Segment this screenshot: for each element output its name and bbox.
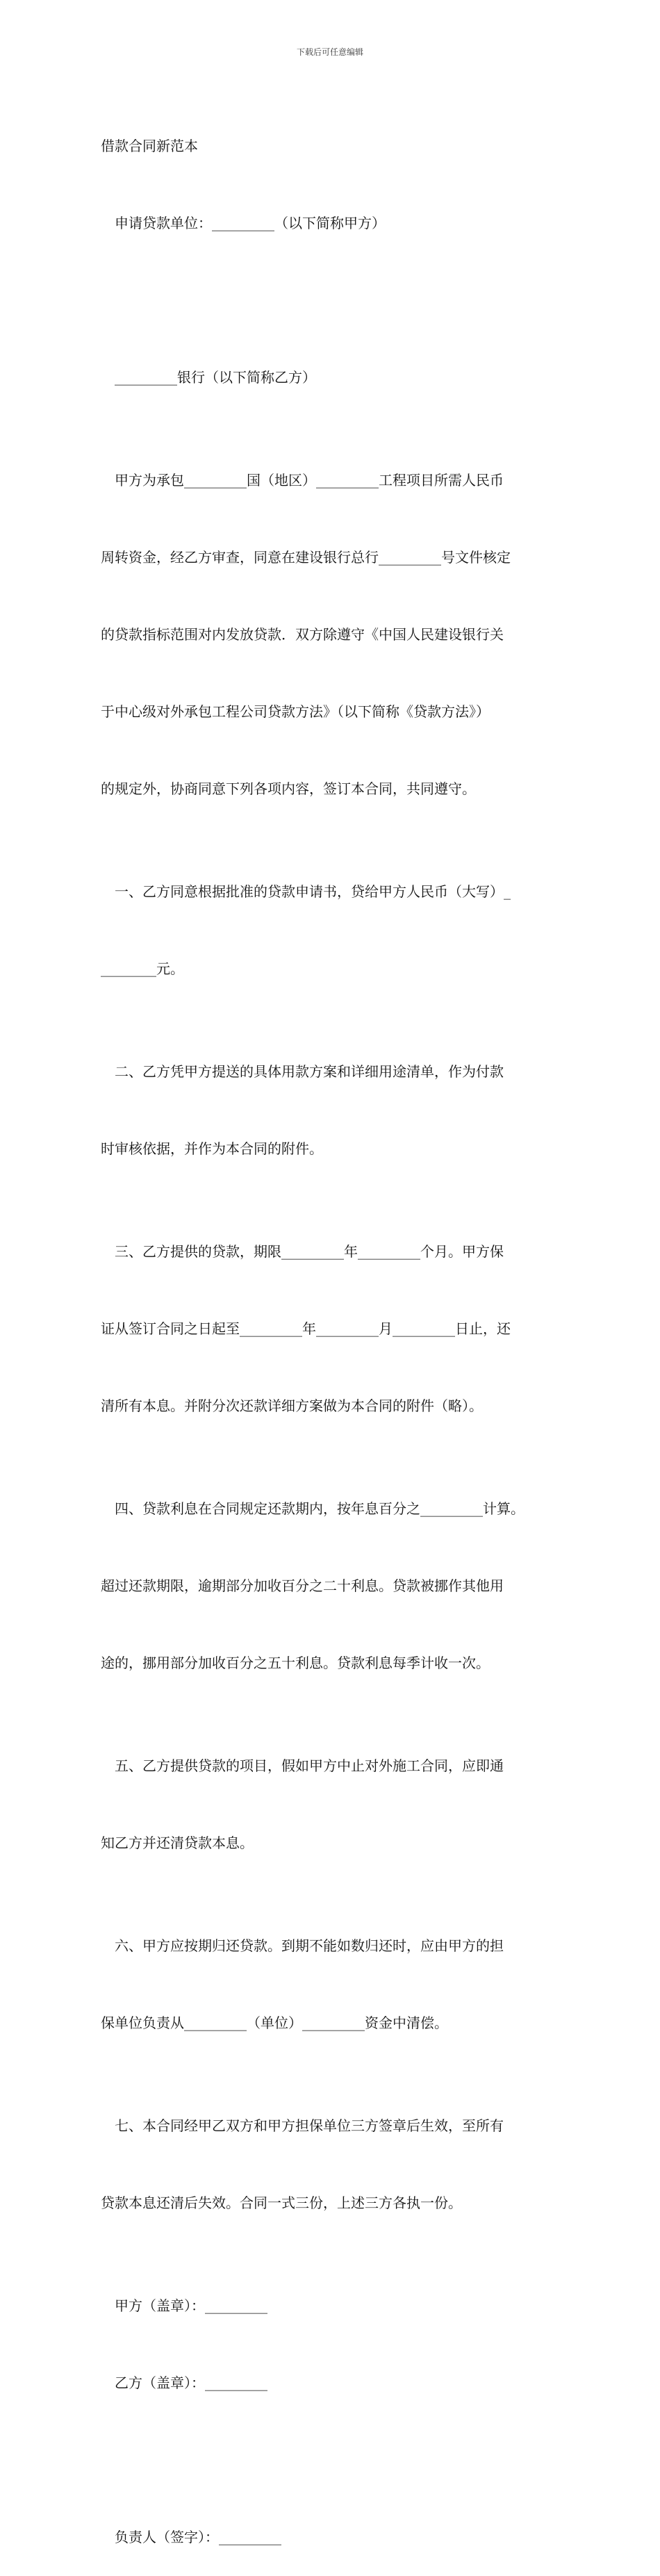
clause-3-line: 证从签订合同之日起至_________年_________月_________日止，还 [101, 1320, 511, 1337]
contract-body [101, 82, 563, 2576]
clause-1-line: 一、乙方同意根据批准的贷款申请书，贷给甲方人民币（大写）_ [115, 883, 511, 900]
clause-4-line: 四、贷款利息在合同规定还款期内，按年息百分之_________计算。 [115, 1500, 525, 1517]
signature-party-a: 甲方（盖章）：_________ [115, 2297, 267, 2314]
clause-7-line: 七、本合同经甲乙双方和甲方担保单位三方签章后生效，至所有 [115, 2117, 504, 2134]
clause-5-line: 知乙方并还清贷款本息。 [101, 1835, 254, 1851]
intro-line: 的贷款指标范围对内发放贷款．双方除遵守《中国人民建设银行关 [101, 626, 504, 643]
clause-4-line: 超过还款期限，逾期部分加收百分之二十利息。贷款被挪作其他用 [101, 1577, 504, 1594]
document-title: 借款合同新范本 [101, 138, 198, 154]
intro-line: 的规定外，协商同意下列各项内容，签订本合同，共同遵守。 [101, 780, 476, 797]
intro-line: 甲方为承包_________国（地区）_________工程项目所需人民币 [115, 472, 504, 489]
clause-2-line: 时审核依据，并作为本合同的附件。 [101, 1140, 323, 1157]
clause-3-line: 三、乙方提供的贷款，期限_________年_________个月。甲方保 [115, 1243, 504, 1260]
signature-person: 负责人（签字）：_________ [115, 2529, 281, 2545]
signature-party-b: 乙方（盖章）：_________ [115, 2374, 267, 2391]
clause-2-line: 二、乙方凭甲方提送的具体用款方案和详细用途清单，作为付款 [115, 1063, 504, 1080]
header-note: 下载后可任意编辑 [296, 47, 363, 57]
spacer [101, 2447, 563, 2473]
clause-1-line: ________元。 [101, 960, 184, 977]
clause-4-line: 途的，挪用部分加收百分之五十利息。贷款利息每季计收一次。 [101, 1655, 490, 1671]
intro-line: 周转资金，经乙方审查，同意在建设银行总行_________号文件核定 [101, 549, 511, 566]
clause-3-line: 清所有本息。并附分次还款详细方案做为本合同的附件（略）。 [101, 1397, 483, 1414]
bank-line: _________银行（以下简称乙方） [115, 369, 316, 386]
clause-7-line: 贷款本息还清后失效。合同一式三份，上述三方各执一份。 [101, 2194, 462, 2211]
applicant-line: 申请贷款单位：_________（以下简称甲方） [115, 215, 386, 231]
intro-line: 于中心级对外承包工程公司贷款方法》（以下简称《贷款方法》） [101, 703, 490, 720]
clause-5-line: 五、乙方提供贷款的项目，假如甲方中止对外施工合同，应即通 [115, 1757, 504, 1774]
clause-6-line: 保单位负责从_________（单位）_________资金中清偿。 [101, 2015, 448, 2031]
spacer [101, 288, 563, 313]
clause-6-line: 六、甲方应按期归还贷款。到期不能如数归还时，应由甲方的担 [115, 1937, 504, 1954]
